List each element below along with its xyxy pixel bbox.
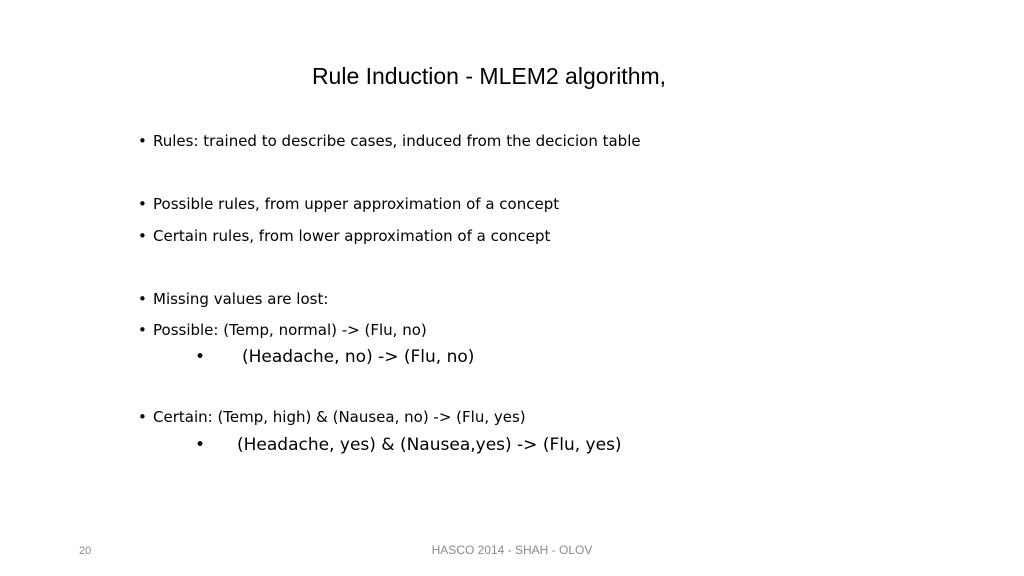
sub-bullet-text: (Headache, yes) & (Nausea,yes) -> (Flu, yes) [237, 435, 622, 455]
bullet-text: Possible: (Temp, normal) -> (Flu, no) [153, 321, 427, 339]
bullet-item [138, 320, 427, 340]
bullet-marker: • [138, 132, 147, 150]
sub-bullet-marker: • [195, 435, 206, 455]
bullet-text: Possible rules, from upper approximation of a concept [153, 195, 560, 213]
bullet-text: Rules: trained to describe cases, induced from the decicion table [153, 132, 641, 150]
bullet-item [138, 226, 550, 246]
bullet-text: Certain rules, from lower approximation of a concept [153, 227, 551, 245]
slide-title: Rule Induction - MLEM2 algorithm, [311, 63, 667, 89]
page-number: 20 [79, 545, 92, 557]
sub-bullet-marker: • [195, 347, 206, 367]
bullet-item [138, 407, 526, 427]
bullet-item [138, 289, 328, 309]
bullet-text: Missing values are lost: [153, 290, 329, 308]
bullet-text: Certain: (Temp, high) & (Nausea, no) -> (Flu, yes) [153, 408, 526, 426]
bullet-marker: • [138, 290, 147, 308]
bullet-marker: • [138, 408, 147, 426]
bullet-item [138, 131, 641, 151]
bullet-marker: • [138, 195, 147, 213]
footer-text: HASCO 2014 - SHAH - OLOV [431, 543, 593, 557]
bullet-marker: • [138, 321, 147, 339]
bullet-item [138, 194, 559, 214]
bullet-marker: • [138, 227, 147, 245]
sub-bullet-text: (Headache, no) -> (Flu, no) [242, 347, 475, 367]
